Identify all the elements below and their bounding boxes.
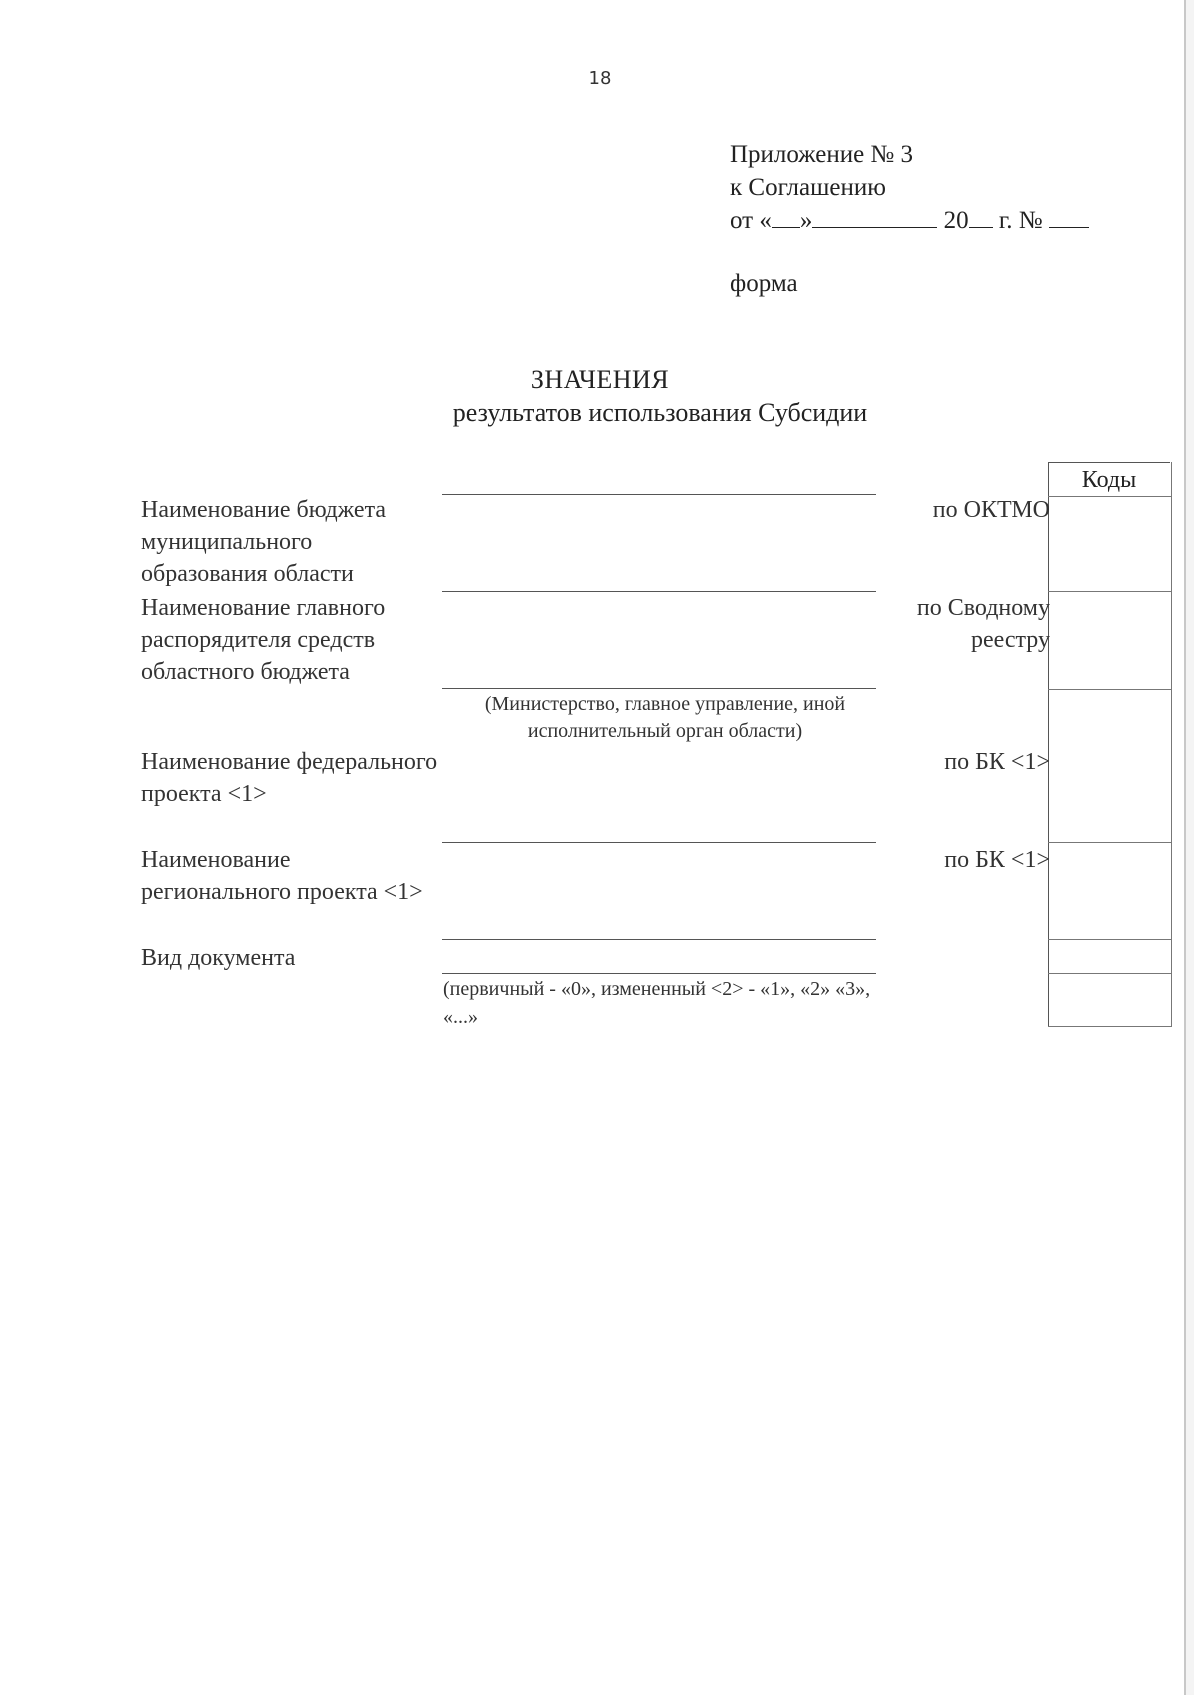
day-blank <box>772 205 800 228</box>
row-code-label-registry-2: реестру <box>970 627 1050 653</box>
field-line <box>442 939 876 940</box>
row-label-distributor: Наименование главного распорядителя средств областного бюджета <box>141 595 386 685</box>
codes-cell-divider <box>1048 496 1172 497</box>
row-note-distributor: (Министерство, главное управление, иной исполнительный орган области) <box>484 693 846 742</box>
codes-column <box>1048 462 1172 1027</box>
row-code-label-bk-federal: по БК <1> <box>944 749 1050 775</box>
codes-cell-divider <box>1048 973 1172 974</box>
field-line <box>442 494 876 495</box>
codes-cell-divider <box>1048 591 1172 592</box>
appendix-line-1: Приложение № 3 <box>730 141 914 168</box>
month-blank <box>812 205 937 228</box>
row-code-label-bk-regional: по БК <1> <box>944 847 1050 873</box>
form-label: форма <box>730 270 798 297</box>
field-line <box>442 842 876 843</box>
year-blank <box>969 205 993 228</box>
row-label-regional-project: Наименование регионального проекта <1> <box>141 847 423 905</box>
codes-header: Коды <box>1048 462 1170 497</box>
appendix-line-3: от « » 20 г. № <box>730 204 1089 237</box>
field-line <box>442 973 876 974</box>
row-label-federal-project: Наименование федерального проекта <1> <box>141 749 438 807</box>
codes-cell-divider <box>1048 689 1172 690</box>
row-label-budget: Наименование бюджета муниципального образования области <box>141 497 387 587</box>
row-note-document-type: (первичный - «0», измененный <2> - «1», «2» «3», «...» <box>443 978 871 1028</box>
field-line <box>442 591 876 592</box>
document-title: ЗНАЧЕНИЯ <box>530 365 670 394</box>
appendix-line-2: к Соглашению <box>730 174 886 201</box>
appendix-block <box>730 138 1089 237</box>
number-blank <box>1049 205 1089 228</box>
row-code-label-registry-1: по Сводному <box>916 595 1050 621</box>
codes-cell-divider <box>1048 1026 1172 1027</box>
page-number: 18 <box>588 68 612 89</box>
codes-cell-divider <box>1048 842 1172 843</box>
codes-cell-divider <box>1048 939 1172 940</box>
page-edge <box>1184 0 1194 1695</box>
row-label-document-type: Вид документа <box>141 945 296 971</box>
row-code-label-oktmo: по ОКТМО <box>932 497 1050 523</box>
document-subtitle: результатов использования Субсидии <box>452 398 868 427</box>
field-line <box>442 688 876 689</box>
